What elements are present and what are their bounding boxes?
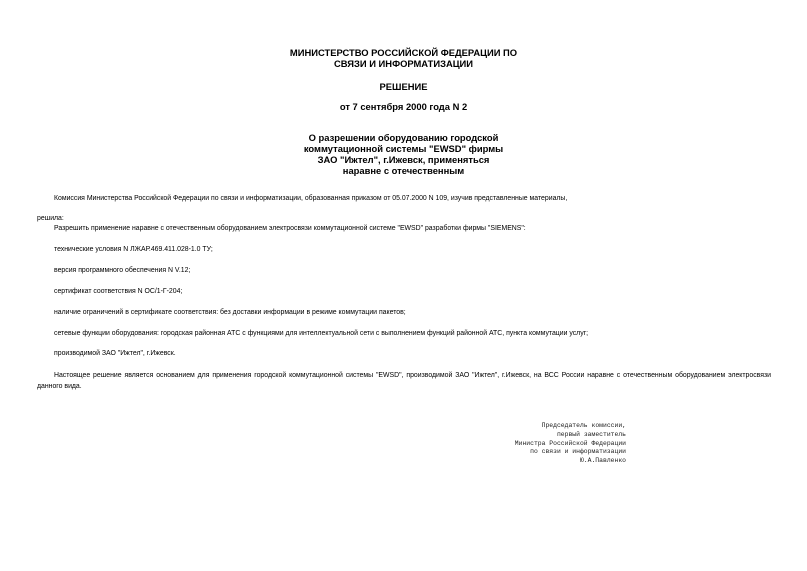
signature-line: Ю.А.Павленко	[579, 457, 626, 465]
subject-line: О разрешении оборудованию городской	[308, 132, 499, 143]
permit-paragraph: Разрешить применение наравне с отечественным оборудованием электросвязи коммутационной системе "EWSD" разработки фирмы "SIEMENS":	[54, 225, 526, 232]
list-item: производимой ЗАО "Ижтел", г.Ижевск.	[54, 350, 176, 357]
list-item: технические условия N ЛЖАР.469.411.028-1.0 ТУ;	[54, 246, 213, 253]
signature-line: первый заместитель	[556, 430, 626, 438]
intro-paragraph: Комиссия Министерства Российской Федерации по связи и информатизации, образованная приказом от 05.07.2000 N 109, изучив представленные материалы,	[54, 195, 568, 202]
subject-line: коммутационной системы "EWSD" фирмы	[303, 143, 504, 154]
document-dateline: от 7 сентября 2000 года N 2	[339, 101, 468, 112]
signature-block	[460, 422, 626, 466]
signature-line: Министра Российской Федерации	[514, 439, 626, 447]
ministry-title-line: СВЯЗИ И ИНФОРМАТИЗАЦИИ	[333, 58, 474, 69]
subject-line: наравне с отечественным	[342, 165, 465, 176]
signature-line: по связи и информатизации	[530, 448, 626, 456]
closing-paragraph: Настоящее решение является основанием для применения городской коммутационной системы "EWSD", производимой ЗАО "Ижтел", г.Ижевск, на ВСС России наравне с отечественным оборудованием электросвязи данного вида.	[37, 372, 771, 390]
subject-line: ЗАО "Ижтел", г.Ижевск, применяться	[317, 154, 490, 165]
decided-label: решила:	[37, 215, 64, 222]
list-item: сертификат соответствия N ОС/1-Г-204;	[54, 288, 183, 295]
ministry-title-line: МИНИСТЕРСТВО РОССИЙСКОЙ ФЕДЕРАЦИИ ПО	[289, 47, 518, 58]
list-item: версия программного обеспечения N V.12;	[54, 267, 191, 274]
list-item: сетевые функции оборудования: городская районная АТС с функциями для интеллектуальной сети с выполнением функций районной АТС, пункта коммутации услуг;	[54, 330, 589, 337]
signature-line: Председатель комиссии,	[541, 422, 626, 429]
document-kind: РЕШЕНИЕ	[379, 81, 428, 92]
list-item: наличие ограничений в сертификате соответствия: без доставки информации в режиме коммутации пакетов;	[54, 309, 406, 316]
ministry-title	[0, 47, 807, 69]
document-subject	[0, 132, 807, 176]
